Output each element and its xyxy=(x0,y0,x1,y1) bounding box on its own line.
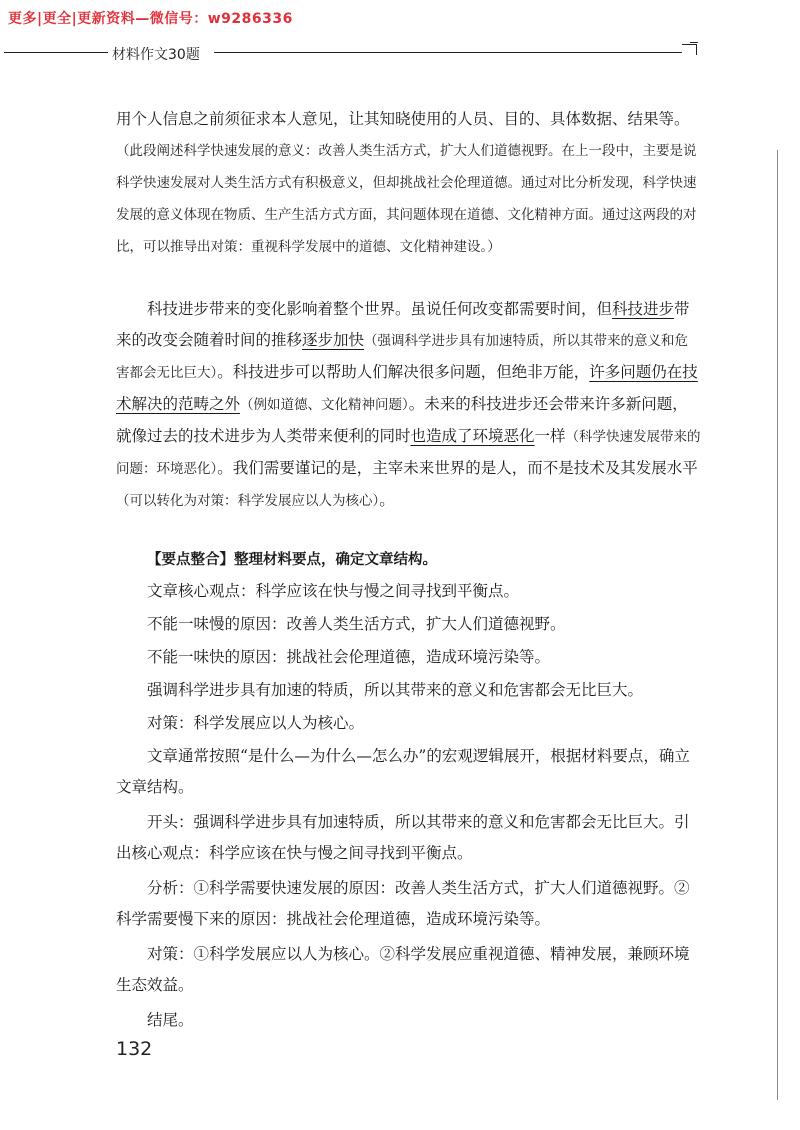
running-header-title: 材料作文30题 xyxy=(112,47,200,63)
margin-rule xyxy=(777,150,778,1100)
analysis-1-text: 用个人信息之前须征求本人意见，让其知晓使用的人员、目的、具体数据、结果等。 xyxy=(116,110,690,128)
header-corner-mark xyxy=(682,44,697,55)
underlined-phrase: 也造成了环境恶化 xyxy=(410,427,535,445)
countermeasure-line: 对策：科学发展应以人为核心。 xyxy=(147,714,365,732)
not-too-slow-reason-line: 不能一味慢的原因：改善人类生活方式，扩大人们道德视野。 xyxy=(147,615,566,633)
underlined-phrase: 逐步加快 xyxy=(302,331,365,349)
countermeasure-structure-paragraph: 对策：①科学发展应以人为核心。②科学发展应重视道德、精神发展，兼顾环境生态效益。 xyxy=(116,945,690,994)
analysis-2-text: 一样 xyxy=(534,427,566,445)
analysis-structure-paragraph: 分析：①科学需要快速发展的原因：改善人类生活方式，扩大人们道德视野。②科学需要慢下来的原因：挑战社会伦理道德，造成环境污染等。 xyxy=(116,879,690,928)
analysis-2-text: 。未来的科技进步还会带来许多新问题，就像过去的技术进步为人类带来便利的同时 xyxy=(116,395,688,445)
analysis-paragraph-2 xyxy=(116,294,701,517)
analysis-1-note: （此段阐述科学快速发展的意义：改善人类生活方式，扩大人们道德视野。在上一段中，主要是说科学快速发展对人类生活方式有积极意义，但却挑战社会伦理道德。通过对比分析发现，科学快速发展的意义体现在物质、生产生活方式方面，其问题体现在道德、文化精神方面。通过这两段的对比，可以推导出对策：重视科学发展中的道德、文化精神建设。） xyxy=(116,143,697,255)
analysis-2-text: 科技进步带来的变化影响着整个世界。虽说任何改变都需要时间，但 xyxy=(147,300,613,318)
analysis-2-text: 带来的改变会随着时间的推移 xyxy=(116,300,690,349)
key-points-label: 【要点整合】 xyxy=(147,552,234,568)
page-number: 132 xyxy=(116,1038,153,1060)
header-rule-right xyxy=(214,52,682,53)
underlined-phrase: 科技进步 xyxy=(612,300,675,318)
opening-paragraph: 开头：强调科学进步具有加速特质，所以其带来的意义和危害都会无比巨大。引出核心观点：科学应该在快与慢之间寻找到平衡点。 xyxy=(116,813,690,862)
analysis-2-text: 。科技进步可以帮助人们解决很多问题，但绝非万能， xyxy=(217,363,590,381)
annotation-note: （强调科学进步具有加速特质，所以其带来的意义和危害都会无比巨大） xyxy=(116,333,689,381)
annotation-note: （可以转化为对策：科学发展应以人为核心） xyxy=(116,493,380,509)
underlined-phrase: 许多问题仍在技术解决的范畴之外 xyxy=(116,363,698,413)
header-rule-left xyxy=(4,52,108,53)
header-corner-dash xyxy=(690,38,698,43)
structure-logic-paragraph: 文章通常按照“是什么—为什么—怎么办”的宏观逻辑展开，根据材料要点，确立文章结构。 xyxy=(116,747,690,796)
core-viewpoint-line: 文章核心观点：科学应该在快与慢之间寻找到平衡点。 xyxy=(147,582,520,600)
acceleration-emphasis-line: 强调科学进步具有加速的特质，所以其带来的意义和危害都会无比巨大。 xyxy=(147,681,644,699)
top-banner: 更多|更全|更新资料—微信号：w9286336 xyxy=(8,11,293,27)
annotation-note: （例如道德、文化精神问题） xyxy=(240,397,409,413)
ending-line: 结尾。 xyxy=(147,1011,194,1029)
annotation-note: （科学快速发展带来的问题：环境恶化） xyxy=(116,429,701,477)
key-points-title: 整理材料要点，确定文章结构。 xyxy=(234,552,437,568)
analysis-paragraph-1 xyxy=(116,104,701,263)
analysis-2-text: 。我们需要谨记的是，主宰未来世界的是人，而不是技术及其发展水平 xyxy=(217,459,698,477)
analysis-2-text: 。 xyxy=(379,491,395,509)
key-points-heading xyxy=(116,544,701,576)
not-too-fast-reason-line: 不能一味快的原因：挑战社会伦理道德，造成环境污染等。 xyxy=(147,648,551,666)
